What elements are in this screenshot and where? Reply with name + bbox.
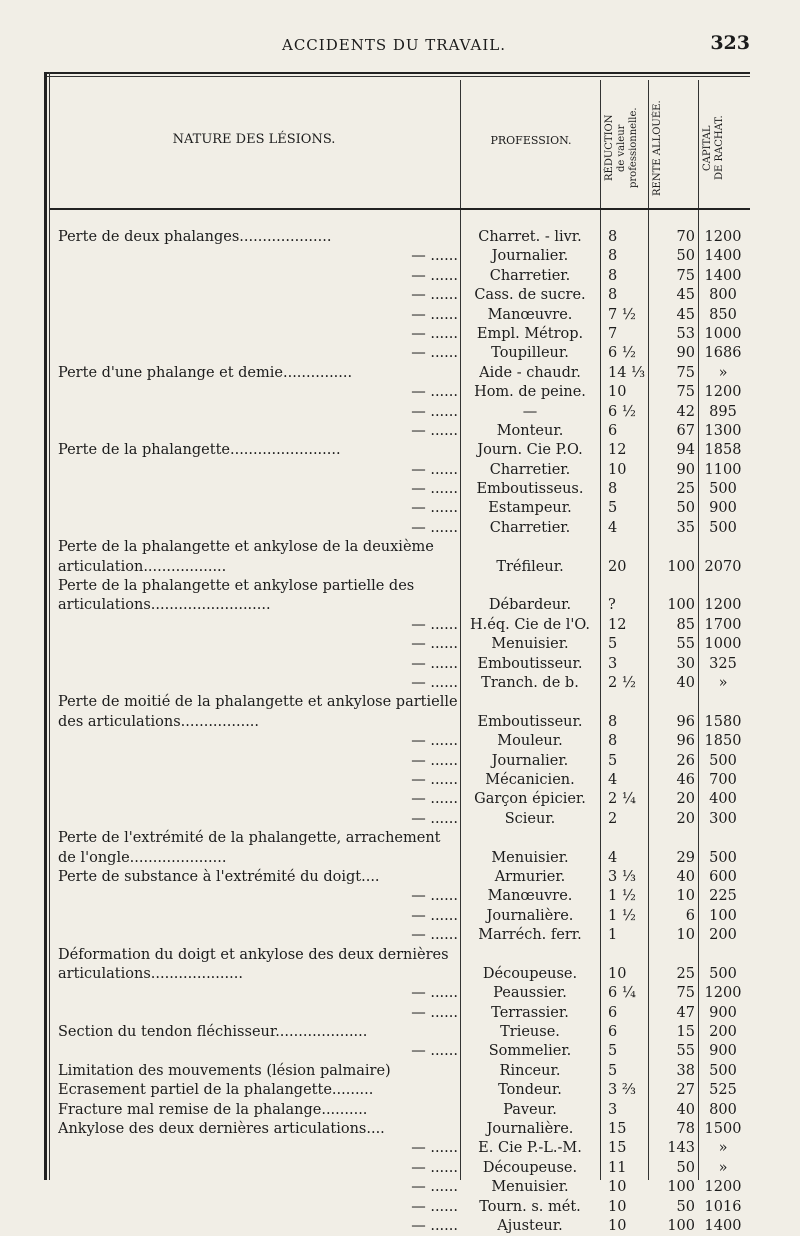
reduction-cell: 10 <box>608 461 627 478</box>
profession-cell: Journ. Cie P.O. <box>477 442 583 459</box>
lesion-cell: — ...... <box>411 791 458 808</box>
profession-cell: Débardeur. <box>488 597 572 614</box>
capital-cell: 1500 <box>704 1121 742 1138</box>
capital-cell: 1580 <box>704 713 742 730</box>
lesion-cell: — ...... <box>411 403 458 420</box>
profession-cell: Emboutisseur. <box>477 655 583 672</box>
profession-cell: Charretier. <box>489 461 571 478</box>
lesion-cell: — ...... <box>411 1043 458 1060</box>
profession-cell: Découpeuse. <box>482 965 578 982</box>
rente-cell: 67 <box>676 422 695 439</box>
reduction-cell: 7 ½ <box>608 306 636 323</box>
reduction-cell: 20 <box>608 558 627 575</box>
capital-cell: 800 <box>709 287 737 304</box>
profession-cell: Manœuvre. <box>487 888 573 905</box>
reduction-cell: 6 ½ <box>608 403 636 420</box>
lesion-cell: — ...... <box>411 733 458 750</box>
lesion-cell: Ecrasement partiel de la phalangette......... <box>58 1082 374 1099</box>
lesion-cell: — ...... <box>411 500 458 517</box>
capital-cell: 500 <box>709 481 737 498</box>
table-row <box>44 1139 750 1158</box>
capital-cell: 500 <box>709 965 737 982</box>
rente-cell: 50 <box>676 500 695 517</box>
reduction-cell: 1 ½ <box>608 907 636 924</box>
capital-cell: 700 <box>709 771 737 788</box>
profession-cell: Manœuvre. <box>487 306 573 323</box>
reduction-cell: 3 ⅓ <box>608 868 636 885</box>
reduction-cell: 8 <box>608 287 618 304</box>
table-row <box>44 984 750 1003</box>
table-row <box>44 1023 750 1042</box>
reduction-cell: 4 <box>608 849 618 866</box>
reduction-cell: 10 <box>608 1198 627 1215</box>
table-row <box>44 1198 750 1217</box>
capital-cell: 1200 <box>704 597 742 614</box>
rente-cell: 75 <box>676 267 695 284</box>
lesion-table <box>44 72 750 1234</box>
rente-cell: 50 <box>676 248 695 265</box>
profession-cell: Monteur. <box>496 422 564 439</box>
table-row <box>44 907 750 926</box>
lesion-cell: — ...... <box>411 461 458 478</box>
reduction-cell: 10 <box>608 1218 627 1234</box>
lesion-cell: Perte de l'extrémité de la phalangette, arrachement de l'ongle..................... <box>58 830 441 866</box>
capital-cell: 1000 <box>704 325 742 342</box>
rente-cell: 15 <box>676 1024 695 1041</box>
capital-cell: 500 <box>709 849 737 866</box>
profession-cell: Cass. de sucre. <box>474 287 586 304</box>
reduction-cell: 1 <box>608 927 618 944</box>
rente-cell: 26 <box>676 752 695 769</box>
reduction-cell: 3 <box>608 1101 618 1118</box>
profession-cell: Journalier. <box>491 752 569 769</box>
capital-cell: 1686 <box>704 345 742 362</box>
reduction-cell: 3 ⅔ <box>608 1082 636 1099</box>
table-row <box>44 383 750 402</box>
table-row <box>44 616 750 635</box>
rente-cell: 50 <box>676 1198 695 1215</box>
rente-cell: 50 <box>676 1159 695 1176</box>
rente-cell: 30 <box>676 655 695 672</box>
lesion-cell: Perte de substance à l'extrémité du doigt.... <box>58 868 380 885</box>
table-row <box>44 519 750 538</box>
rente-cell: 47 <box>676 1004 695 1021</box>
profession-cell: Charretier. <box>489 519 571 536</box>
reduction-cell: 6 <box>608 422 618 439</box>
capital-cell: 1200 <box>704 384 742 401</box>
lesion-cell: — ...... <box>411 248 458 265</box>
table-top-rule <box>44 72 750 74</box>
rente-cell: 55 <box>676 636 695 653</box>
capital-cell: 1016 <box>704 1198 742 1215</box>
lesion-cell: — ...... <box>411 1140 458 1157</box>
header-bottom-rule <box>50 208 750 210</box>
lesion-cell: — ...... <box>411 1179 458 1196</box>
rente-cell: 70 <box>676 229 695 245</box>
profession-cell: E. Cie P.-L.-M. <box>478 1140 582 1157</box>
capital-cell: 300 <box>709 810 737 827</box>
reduction-cell: 10 <box>608 965 627 982</box>
reduction-cell: 8 <box>608 267 618 284</box>
capital-cell: 1400 <box>704 248 742 265</box>
profession-cell: Toupilleur. <box>491 345 569 362</box>
lesion-cell: — ...... <box>411 422 458 439</box>
rente-cell: 100 <box>667 558 695 575</box>
reduction-cell: 5 <box>608 1062 618 1079</box>
table-row <box>44 1004 750 1023</box>
lesion-cell: — ...... <box>411 519 458 536</box>
page-number: 323 <box>710 32 750 54</box>
lesion-cell: — ...... <box>411 985 458 1002</box>
reduction-cell: 15 <box>608 1140 627 1157</box>
lesion-cell: Perte de la phalangette et ankylose partielle des articulations.......................... <box>58 578 415 614</box>
capital-cell: 800 <box>709 1101 737 1118</box>
capital-cell: 900 <box>709 500 737 517</box>
lesion-cell: — ...... <box>411 267 458 284</box>
rente-cell: 96 <box>676 713 695 730</box>
table-row <box>44 441 750 460</box>
lesion-cell: — ...... <box>411 675 458 692</box>
profession-cell: Mouleur. <box>497 733 563 750</box>
lesion-cell: — ...... <box>411 655 458 672</box>
reduction-cell: 10 <box>608 384 627 401</box>
rente-cell: 75 <box>676 985 695 1002</box>
reduction-cell: 2 ¼ <box>608 791 636 808</box>
lesion-cell: — ...... <box>411 636 458 653</box>
capital-cell: 900 <box>709 1004 737 1021</box>
profession-cell: Peaussier. <box>493 985 567 1002</box>
rente-cell: 45 <box>676 287 695 304</box>
table-row <box>44 771 750 790</box>
table-top-rule-thin <box>44 76 750 77</box>
lesion-cell: — ...... <box>411 810 458 827</box>
lesion-cell: Fracture mal remise de la phalange.......... <box>58 1101 368 1118</box>
rente-cell: 35 <box>676 519 695 536</box>
reduction-cell: 2 ½ <box>608 675 636 692</box>
reduction-cell: 6 ½ <box>608 345 636 362</box>
capital-cell: 1000 <box>704 636 742 653</box>
rente-cell: 10 <box>676 888 695 905</box>
reduction-cell: 12 <box>608 616 627 633</box>
reduction-cell: 1 ½ <box>608 888 636 905</box>
reduction-cell: 10 <box>608 1179 627 1196</box>
profession-cell: — <box>522 403 538 420</box>
rente-cell: 78 <box>676 1121 695 1138</box>
rente-cell: 94 <box>676 442 695 459</box>
profession-cell: Garçon épicier. <box>474 791 586 808</box>
reduction-cell: 11 <box>608 1159 627 1176</box>
capital-cell: 1850 <box>704 733 742 750</box>
table-row <box>44 499 750 518</box>
header-lesion: NATURE DES LÉSIONS. <box>172 132 336 147</box>
rente-cell: 85 <box>676 616 695 633</box>
lesion-cell: — ...... <box>411 1198 458 1215</box>
rente-cell: 10 <box>676 927 695 944</box>
profession-cell: Emboutisseur. <box>477 713 583 730</box>
lesion-cell: — ...... <box>411 325 458 342</box>
lesion-cell: — ...... <box>411 345 458 362</box>
capital-cell: 1858 <box>704 442 742 459</box>
table-row <box>44 1062 750 1081</box>
reduction-cell: 4 <box>608 771 618 788</box>
table-row <box>44 228 750 247</box>
table-row <box>44 344 750 363</box>
capital-cell: » <box>718 364 728 381</box>
table-row <box>44 693 750 732</box>
table-row <box>44 1101 750 1120</box>
reduction-cell: 6 <box>608 1004 618 1021</box>
capital-cell: 895 <box>709 403 737 420</box>
table-row <box>44 829 750 868</box>
reduction-cell: 8 <box>608 229 618 245</box>
rente-cell: 75 <box>676 384 695 401</box>
profession-cell: Empl. Métrop. <box>476 325 584 342</box>
rente-cell: 40 <box>676 1101 695 1118</box>
capital-cell: 1400 <box>704 1218 742 1234</box>
rente-cell: 42 <box>676 403 695 420</box>
profession-cell: H.éq. Cie de l'O. <box>469 616 590 633</box>
running-title: ACCIDENTS DU TRAVAIL. <box>282 36 506 54</box>
table-row <box>44 577 750 616</box>
capital-cell: 400 <box>709 791 737 808</box>
reduction-cell: 8 <box>608 481 618 498</box>
lesion-cell: Perte de moitié de la phalangette et ankylose partielle des articulations................. <box>58 694 458 730</box>
lesion-cell: Ankylose des deux dernières articulations.... <box>58 1121 385 1138</box>
rente-cell: 55 <box>676 1043 695 1060</box>
rente-cell: 38 <box>676 1062 695 1079</box>
reduction-cell: 5 <box>608 752 618 769</box>
lesion-cell: — ...... <box>411 287 458 304</box>
reduction-cell: 8 <box>608 713 618 730</box>
capital-cell: » <box>718 1140 728 1157</box>
lesion-cell: — ...... <box>411 888 458 905</box>
profession-cell: Sommelier. <box>488 1043 572 1060</box>
lesion-cell: Limitation des mouvements (lésion palmaire) <box>58 1062 391 1079</box>
profession-cell: Scieur. <box>504 810 556 827</box>
rente-cell: 25 <box>676 965 695 982</box>
reduction-cell: 7 <box>608 325 618 342</box>
capital-cell: 325 <box>709 655 737 672</box>
rente-cell: 90 <box>676 345 695 362</box>
profession-cell: Marréch. ferr. <box>478 927 582 944</box>
lesion-cell: — ...... <box>411 1159 458 1176</box>
table-row <box>44 480 750 499</box>
table-row <box>44 1178 750 1197</box>
lesion-cell: — ...... <box>411 384 458 401</box>
profession-cell: Paveur. <box>503 1101 557 1118</box>
table-row <box>44 868 750 887</box>
profession-cell: Rinceur. <box>499 1062 561 1079</box>
capital-cell: 1300 <box>704 422 742 439</box>
table-row <box>44 655 750 674</box>
capital-cell: 900 <box>709 1043 737 1060</box>
capital-cell: 1700 <box>704 616 742 633</box>
lesion-cell: — ...... <box>411 1004 458 1021</box>
profession-cell: Journalier. <box>491 248 569 265</box>
lesion-cell: Perte de la phalangette et ankylose de la deuxième articulation.................. <box>58 539 434 575</box>
rente-cell: 20 <box>676 810 695 827</box>
lesion-cell: — ...... <box>411 771 458 788</box>
profession-cell: Charretier. <box>489 267 571 284</box>
profession-cell: Hom. de peine. <box>474 384 586 401</box>
rente-cell: 46 <box>676 771 695 788</box>
rente-cell: 75 <box>676 364 695 381</box>
reduction-cell: 14 ⅓ <box>608 364 646 381</box>
capital-cell: 225 <box>709 888 737 905</box>
table-row <box>44 810 750 829</box>
capital-cell: 200 <box>709 1024 737 1041</box>
lesion-cell: — ...... <box>411 616 458 633</box>
reduction-cell: 6 ¼ <box>608 985 636 1002</box>
table-row <box>44 1217 750 1236</box>
reduction-cell: 5 <box>608 636 618 653</box>
profession-cell: Tréfileur. <box>496 558 564 575</box>
rente-cell: 6 <box>685 907 695 924</box>
table-row <box>44 364 750 383</box>
header-capital: CAPITAL DE RACHAT. <box>702 115 725 181</box>
table-row <box>44 946 750 985</box>
lesion-cell: Perte de la phalangette........................ <box>58 442 341 459</box>
table-row <box>44 790 750 809</box>
rente-cell: 100 <box>667 597 695 614</box>
capital-cell: 600 <box>709 868 737 885</box>
rente-cell: 20 <box>676 791 695 808</box>
lesion-cell: — ...... <box>411 907 458 924</box>
capital-cell: 500 <box>709 519 737 536</box>
capital-cell: 2070 <box>704 558 742 575</box>
profession-cell: Charret. - livr. <box>478 229 582 245</box>
table-row <box>44 306 750 325</box>
reduction-cell: 2 <box>608 810 618 827</box>
rente-cell: 90 <box>676 461 695 478</box>
profession-cell: Estampeur. <box>488 500 572 517</box>
profession-cell: Aide - chaudr. <box>479 364 581 381</box>
header-reduction: RÉDUCTION de valeur professionnelle. <box>604 107 639 189</box>
capital-cell: 525 <box>709 1082 737 1099</box>
rente-cell: 40 <box>676 675 695 692</box>
lesion-cell: — ...... <box>411 752 458 769</box>
lesion-cell: Déformation du doigt et ankylose des deux dernières articulations.................... <box>58 946 449 982</box>
profession-cell: Terrassier. <box>491 1004 569 1021</box>
table-row <box>44 267 750 286</box>
lesion-cell: Section du tendon fléchisseur.................... <box>58 1024 368 1041</box>
rente-cell: 27 <box>676 1082 695 1099</box>
profession-cell: Emboutisseus. <box>476 481 584 498</box>
capital-cell: 850 <box>709 306 737 323</box>
rente-cell: 143 <box>667 1140 695 1157</box>
profession-cell: Armurier. <box>494 868 566 885</box>
profession-cell: Ajusteur. <box>497 1218 563 1234</box>
table-row <box>44 286 750 305</box>
table-row <box>44 247 750 266</box>
capital-cell: 200 <box>709 927 737 944</box>
lesion-cell: — ...... <box>411 481 458 498</box>
table-body <box>44 228 750 1236</box>
profession-cell: Tourn. s. mét. <box>479 1198 581 1215</box>
lesion-cell: — ...... <box>411 927 458 944</box>
rente-cell: 100 <box>667 1218 695 1234</box>
rente-cell: 29 <box>676 849 695 866</box>
profession-cell: Journalière. <box>486 907 574 924</box>
page-header <box>0 30 800 60</box>
rente-cell: 45 <box>676 306 695 323</box>
profession-cell: Menuisier. <box>491 1179 569 1196</box>
reduction-cell: 3 <box>608 655 618 672</box>
table-row <box>44 1159 750 1178</box>
capital-cell: 1400 <box>704 267 742 284</box>
reduction-cell: 15 <box>608 1121 627 1138</box>
lesion-cell: — ...... <box>411 1218 458 1234</box>
rente-cell: 53 <box>676 325 695 342</box>
table-row <box>44 403 750 422</box>
table-row <box>44 325 750 344</box>
profession-cell: Trieuse. <box>500 1024 560 1041</box>
capital-cell: 1200 <box>704 1179 742 1196</box>
reduction-cell: 12 <box>608 442 627 459</box>
header-profession: PROFESSION. <box>490 134 572 147</box>
rente-cell: 40 <box>676 868 695 885</box>
profession-cell: Journalière. <box>486 1121 574 1138</box>
lesion-cell: Perte de deux phalanges.................... <box>58 229 332 245</box>
capital-cell: » <box>718 1159 728 1176</box>
reduction-cell: 4 <box>608 519 618 536</box>
profession-cell: Tranch. de b. <box>481 675 579 692</box>
table-row <box>44 1081 750 1100</box>
reduction-cell: 8 <box>608 248 618 265</box>
capital-cell: 500 <box>709 752 737 769</box>
capital-cell: 1200 <box>704 229 742 245</box>
table-row <box>44 1120 750 1139</box>
table-row <box>44 732 750 751</box>
capital-cell: 100 <box>709 907 737 924</box>
table-row <box>44 752 750 771</box>
table-row <box>44 461 750 480</box>
profession-cell: Menuisier. <box>491 636 569 653</box>
capital-cell: » <box>718 675 728 692</box>
profession-cell: Menuisier. <box>491 849 569 866</box>
header-rente: RENTE ALLOUÉE. <box>652 100 663 196</box>
capital-cell: 1200 <box>704 985 742 1002</box>
capital-cell: 1100 <box>704 461 742 478</box>
reduction-cell: ? <box>608 597 616 614</box>
table-row <box>44 1042 750 1061</box>
reduction-cell: 5 <box>608 500 618 517</box>
rente-cell: 100 <box>667 1179 695 1196</box>
capital-cell: 500 <box>709 1062 737 1079</box>
reduction-cell: 6 <box>608 1024 618 1041</box>
table-row <box>44 635 750 654</box>
table-row <box>44 538 750 577</box>
profession-cell: Tondeur. <box>498 1082 562 1099</box>
reduction-cell: 5 <box>608 1043 618 1060</box>
table-row <box>44 422 750 441</box>
profession-cell: Mécanicien. <box>485 771 575 788</box>
lesion-cell: — ...... <box>411 306 458 323</box>
lesion-cell: Perte d'une phalange et demie............... <box>58 364 353 381</box>
rente-cell: 25 <box>676 481 695 498</box>
profession-cell: Découpeuse. <box>482 1159 578 1176</box>
table-row <box>44 674 750 693</box>
rente-cell: 96 <box>676 733 695 750</box>
table-row <box>44 926 750 945</box>
table-row <box>44 887 750 906</box>
reduction-cell: 8 <box>608 733 618 750</box>
